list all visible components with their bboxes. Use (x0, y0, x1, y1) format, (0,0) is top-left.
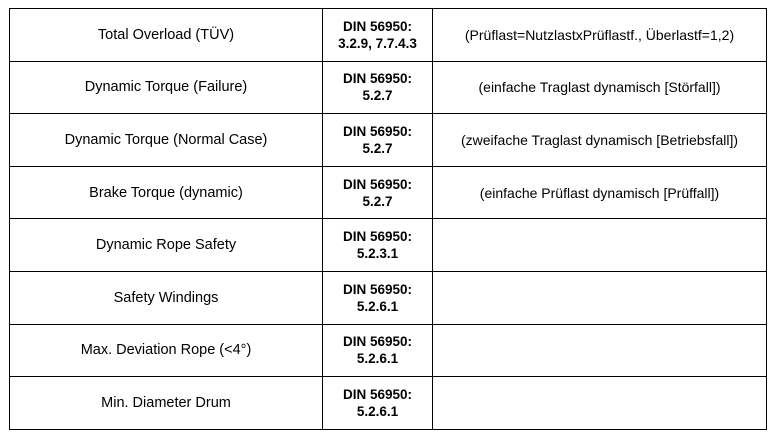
table-row (10, 324, 767, 377)
norm-section: 5.2.6.1 (356, 298, 399, 314)
row-norm-cell (323, 61, 433, 114)
norm-section: 5.2.7 (362, 88, 393, 104)
row-note-cell (433, 377, 767, 430)
norm-section: 5.2.7 (362, 193, 393, 209)
norm-section: 5.2.6.1 (356, 351, 399, 367)
norm-standard: DIN 56950: (342, 386, 413, 402)
row-name-cell: Safety Windings (10, 271, 323, 324)
row-norm-cell (323, 377, 433, 430)
norm-standard: DIN 56950: (342, 229, 413, 245)
norm-section: 5.2.6.1 (356, 403, 399, 419)
row-note-cell: (zweifache Traglast dynamisch [Betriebsfall]) (433, 114, 767, 167)
row-norm-cell (323, 166, 433, 219)
norm-section: 5.2.7 (362, 140, 393, 156)
norm-standard: DIN 56950: (342, 334, 413, 350)
row-norm-cell (323, 114, 433, 167)
row-norm-cell (323, 324, 433, 377)
row-norm-cell (323, 219, 433, 272)
norm-standard: DIN 56950: (342, 18, 413, 34)
norm-standard: DIN 56950: (342, 176, 413, 192)
row-note-cell (433, 219, 767, 272)
norm-standard: DIN 56950: (342, 123, 413, 139)
norm-section: 3.2.9, 7.7.4.3 (338, 35, 417, 51)
table-row (10, 271, 767, 324)
norm-section: 5.2.3.1 (356, 246, 399, 262)
norm-standard: DIN 56950: (342, 71, 413, 87)
row-name-cell: Brake Torque (dynamic) (10, 166, 323, 219)
row-name-cell: Dynamic Torque (Normal Case) (10, 114, 323, 167)
table-row (10, 219, 767, 272)
row-name-cell: Dynamic Torque (Failure) (10, 61, 323, 114)
row-note-cell: (Prüflast=NutzlastxPrüflastf., Überlastf=1,2) (433, 9, 767, 62)
table-row (10, 61, 767, 114)
row-note-cell: (einfache Prüflast dynamisch [Prüffall]) (433, 166, 767, 219)
row-name-cell: Dynamic Rope Safety (10, 219, 323, 272)
row-norm-cell (323, 9, 433, 62)
table-row (10, 114, 767, 167)
row-name-cell: Max. Deviation Rope (<4°) (10, 324, 323, 377)
row-note-cell: (einfache Traglast dynamisch [Störfall]) (433, 61, 767, 114)
specification-table-body (10, 9, 767, 430)
specification-table (9, 8, 767, 430)
row-note-cell (433, 324, 767, 377)
row-name-cell: Min. Diameter Drum (10, 377, 323, 430)
norm-standard: DIN 56950: (342, 281, 413, 297)
row-norm-cell (323, 271, 433, 324)
row-note-cell (433, 271, 767, 324)
table-row (10, 166, 767, 219)
table-row (10, 9, 767, 62)
row-name-cell: Total Overload (TÜV) (10, 9, 323, 62)
table-row (10, 377, 767, 430)
